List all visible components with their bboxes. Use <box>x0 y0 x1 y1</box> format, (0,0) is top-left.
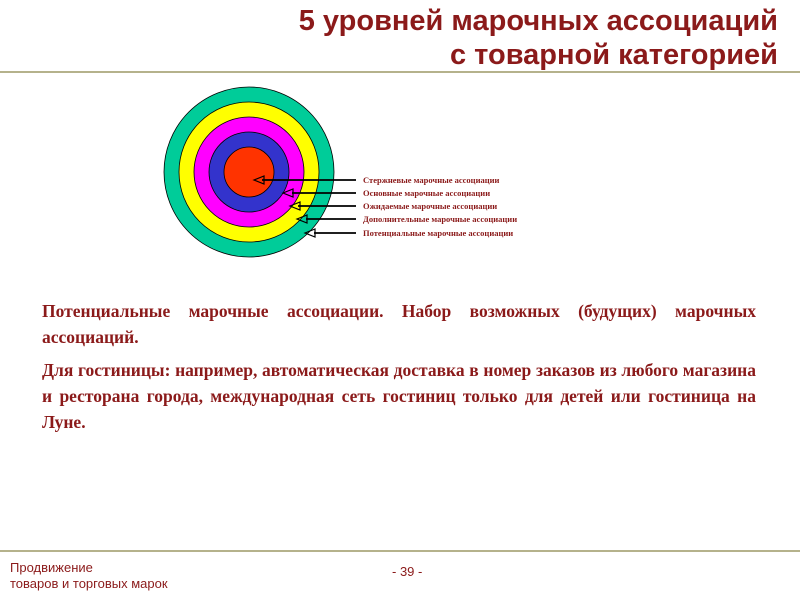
title-line-2: с товарной категорией <box>449 39 778 71</box>
label-expected: Ожидаемые марочные ассоциации <box>363 201 498 211</box>
footer-line-1: Продвижение <box>10 560 93 575</box>
label-core: Стержневые марочные ассоциации <box>363 175 500 185</box>
label-potential: Потенциальные марочные ассоциации <box>363 228 514 238</box>
footer-line-2: товаров и торговых марок <box>10 576 168 591</box>
ring-core <box>224 147 274 197</box>
footer-course-title <box>10 560 168 592</box>
footer-divider <box>0 550 800 552</box>
description-text <box>42 298 756 442</box>
paragraph-definition: Потенциальные марочные ассоциации. Набор возможных (будущих) марочных ассоциаций. <box>42 301 756 347</box>
page-number: - 39 - <box>392 564 423 579</box>
paragraph-example: Для гостиницы: например, автоматическая доставка в номер заказов из любого магазина и ресторана города, международная сеть гостиниц только для детей или гостиница на Луне. <box>42 360 756 432</box>
label-additional: Дополнительные марочные ассоциации <box>363 214 518 224</box>
title-line-1: 5 уровней марочных ассоциаций <box>298 5 778 37</box>
label-basic: Основные марочные ассоциации <box>363 188 491 198</box>
